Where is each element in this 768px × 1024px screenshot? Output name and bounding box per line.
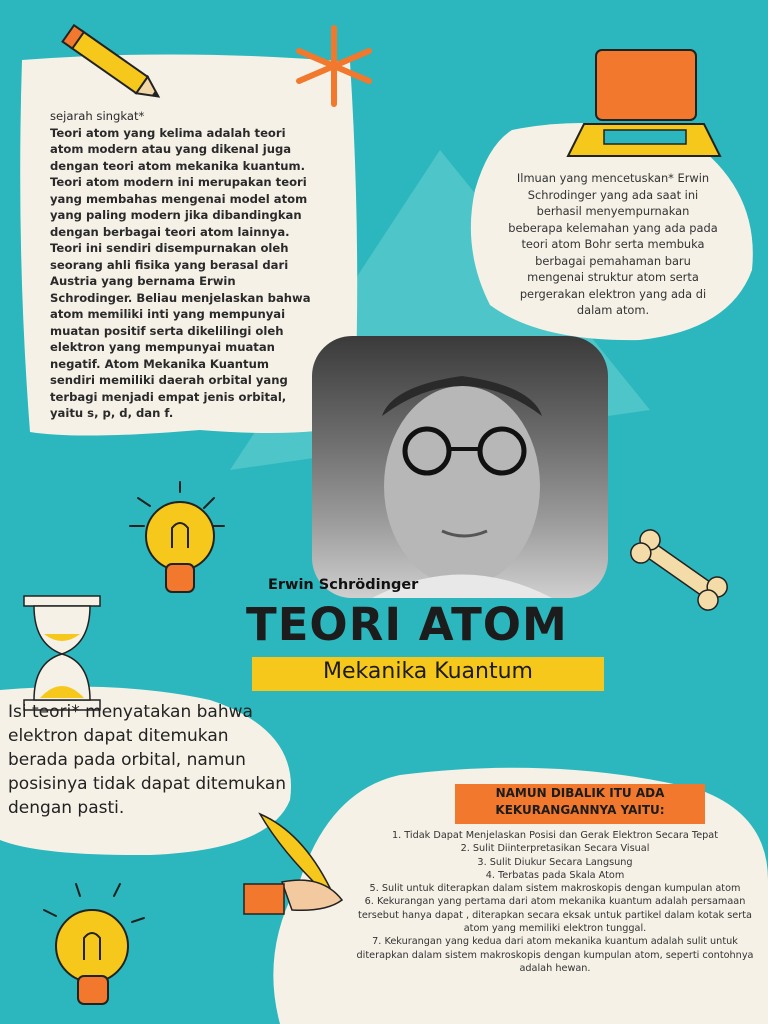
- page-subtitle: Mekanika Kuantum: [323, 659, 533, 684]
- history-text: [50, 108, 312, 422]
- lightbulb-icon: [40, 880, 150, 1020]
- scientist-note: Ilmuan yang mencetuskan* Erwin Schrodinger yang ada saat ini berhasil menyempurnakan beberapa kelemahan yang ada pada teori atom Bohr serta membuka berbagai pemahaman baru mengenai struktur atom serta pergerakan elektron yang ada di dalam atom.: [508, 171, 718, 317]
- theory-text: Isi teori* menyatakan bahwa elektron dapat ditemukan berada pada orbital, namun posisinya tidak dapat ditemukan dengan pasti.: [8, 702, 287, 818]
- pencil-icon: [58, 22, 178, 112]
- weakness-heading-line1: NAMUN DIBALIK ITU ADA: [495, 786, 665, 800]
- weakness-heading-line2: KEKURANGANNYA YAITU:: [495, 803, 665, 817]
- weakness-heading: [455, 785, 705, 819]
- page-title: TEORI ATOM: [246, 598, 568, 651]
- list-item: 4. Terbatas pada Skala Atom: [485, 869, 625, 881]
- list-item: 1. Tidak Dapat Menjelaskan Posisi dan Gerak Elektron Secara Tepat: [391, 830, 719, 841]
- history-body: Teori atom yang kelima adalah teori atom modern atau yang dikenal juga dengan teori atom mekanika kuantum. Teori atom modern ini merupakan teori yang membahas mengenai model atom yang paling modern jika dibandingkan dengan berbagai teori atom lainnya. Teori ini sendiri disempurnakan oleh seorang ahli fisika yang berasal dari Austria yang bernama Erwin Schrodinger. Beliau menjelaskan bahwa atom memiliki inti yang mempunyai muatan positif serta dikelilingi oleh elektron yang mempunyai muatan negatif. Atom Mekanika Kuantum sendiri memiliki daerah orbital yang terbagi menjadi empat jenis orbital, yaitu s, p, d, dan f.: [50, 125, 311, 420]
- list-item: 5. Sulit untuk diterapkan dalam sistem makroskopis dengan kumpulan atom: [369, 883, 741, 895]
- list-item: 6. Kekurangan yang pertama dari atom mekanika kuantum adalah persamaan tersebut hanya dapat , diterapkan secara eksak untuk partikel dalam kotak serta atom yang memiliki elektron tunggal.: [358, 896, 752, 935]
- lightbulb-icon: [128, 478, 238, 608]
- asterisk-icon: [294, 26, 374, 106]
- hourglass-icon: [20, 594, 110, 714]
- photo-caption: Erwin Schrödinger: [268, 577, 419, 593]
- weakness-list: [345, 829, 765, 975]
- history-heading: sejarah singkat*: [50, 109, 145, 123]
- bone-icon: [624, 520, 734, 620]
- list-item: 7. Kekurangan yang kedua dari atom mekanika kuantum adalah sulit untuk diterapkan dalam sistem makroskopis dengan kumpulan atom, seperti contohnya adalah hewan.: [356, 936, 754, 974]
- scientist-photo: [312, 336, 608, 598]
- list-item: 3. Sulit Diukur Secara Langsung: [477, 856, 633, 868]
- quill-hand-icon: [242, 812, 352, 922]
- laptop-icon: [574, 44, 714, 164]
- list-item: 2. Sulit Diinterpretasikan Secara Visual: [460, 843, 650, 855]
